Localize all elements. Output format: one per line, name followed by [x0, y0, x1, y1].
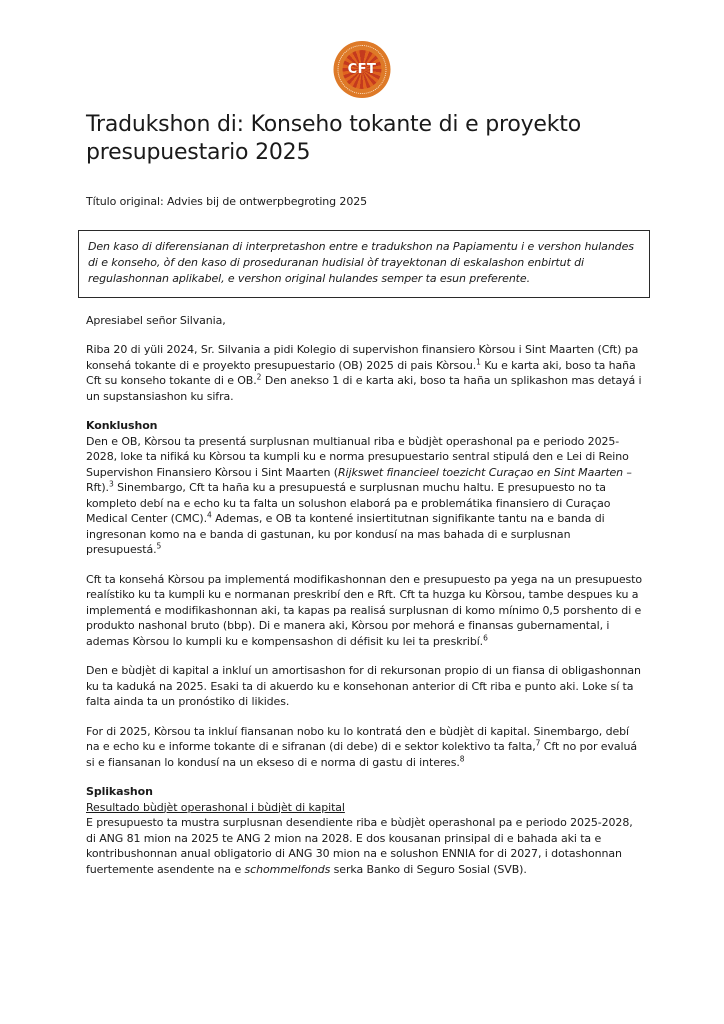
cft-logo-text: CFT	[347, 62, 377, 77]
original-title: Título original: Advies bij de ontwerpbegroting 2025	[86, 195, 368, 208]
paragraph-advice: Cft ta konsehá Kòrsou pa implementá modifikashonnan den e presupuesto pa yega na un presupuesto realístiko ku ta kumpli ku e normanan preskribí den e Rft. Cft ta huzga ku Kòrsou, tambe despues ku a implementá e modifikashonnan aki, ta kapas pa realisá surplusnan di komo mínimo 0,5 porshento di e produkto nashonal bruto (bbp). Di e manera aki, Kòrsou por mehorá e finansas gubernamental, i ademas Kòrsou lo kumpli ku e kompensashon di défisit ku lei ta preskribí.$^6$	[86, 572, 642, 648]
paragraph-intro: Riba 20 di yüli 2024, Sr. Silvania a pidi Kolegio di supervishon finansiero Kòrsou i Sint Maarten (Cft) pa konsehá tokante di e proyekto presupuestario (OB) 2025 di pais Kòrsou.$^1$ Ku e karta aki, boso ta haña Cft su konseho tokante di e OB.$^2$ Den anekso 1 di e karta aki, boso ta haña un splikashon mas detayá i un supstansiashon ku sifra.	[86, 343, 642, 403]
subheading-resultado: Resultado bùdjèt operashonal i bùdjèt di kapital	[86, 800, 345, 814]
section-heading-konklushon: Konklushon	[86, 419, 158, 432]
letter-content	[86, 0, 642, 891]
paragraph-capital-budget: Den e bùdjèt di kapital a inkluí un amortisashon for di rekursonan propio di un fiansa di obligashonnan ku ta kaduká na 2025. Esaki ta di akuerdo ku e konsehonan anterior di Cft riba e punto aki. Loke sí ta falta ainda ta un pronóstiko di likides.	[86, 664, 641, 708]
section-heading-splikashon: Splikashon	[86, 785, 153, 798]
translation-disclaimer-box: Den kaso di diferensianan di interpretashon entre e tradukshon na Papiamentu i e vershon hulandes di e konseho, òf den kaso di proseduranan hudisial òf trayektonan di eskalashon enbirtut di regulashonnan aplikabel, e vershon original hulandes semper ta esun preferente.	[78, 230, 650, 298]
page-title: Tradukshon di: Konseho tokante di e proyekto presupuestario 2025	[86, 112, 581, 165]
paragraph-konklushon: Den e OB, Kòrsou ta presentá surplusnan multianual riba e bùdjèt operashonal pa e periodo 2025-2028, loke ta nifiká ku Kòrsou ta kumpli ku e norma presupuestario sentral stipulá den e Lei di Reino Supervishon Finansiero Kòrsou i Sint Maarten (Rijkswet financieel toezicht Curaçao en Sint Maarten – Rft).$^3$ Sinembargo, Cft ta haña ku a presupuestá e surplusnan muchu haltu. E presupuesto no ta kompleto debí na e echo ku ta falta un solushon elaborá pa e problemátika finansiero di Curaçao Medical Center (CMC).$^4$ Ademas, e OB ta kontené insiertitutnan signifikante tantu na e banda di ingresonan komo na e banda di gastunan, ku por kondusí na mas bahada di e surplusnan presupuestá.$^5$	[86, 434, 632, 556]
paragraph-splikashon: E presupuesto ta mustra surplusnan desendiente riba e bùdjèt operashonal pa e periodo 2025-2028, di ANG 81 mion na 2025 te ANG 2 mion na 2028. E dos kousanan prinsipal di e bahada aki ta e kontribushonnan anual obligatorio di ANG 30 mion na e solushon ENNIA for di 2027, i dotashonnan fuertemente asendente na e schommelfonds serka Banko di Seguro Sosial (SVB).	[86, 816, 633, 876]
paragraph-new-loans: For di 2025, Kòrsou ta inkluí fiansanan nobo ku lo kontratá den e bùdjèt di kapital. Sinembargo, debí na e echo ku e informe tokante di e sifranan (di debe) di e sektor kolektivo ta falta,$^7$ Cft no por evaluá si e fiansanan lo kondusí na un ekseso di e norma di gastu di interes.$^8$	[86, 724, 637, 769]
salutation: Apresiabel señor Silvania,	[86, 313, 226, 327]
